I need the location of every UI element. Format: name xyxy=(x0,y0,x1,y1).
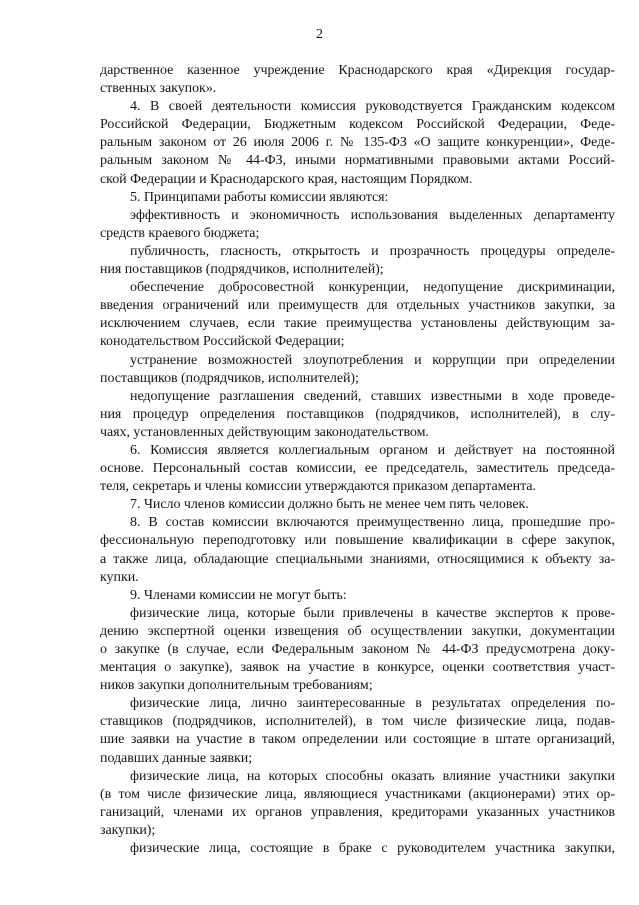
text-line: публичность, гласность, открытость и прозрачность процедуры определе- xyxy=(130,243,615,259)
text-line: ральным законом от 26 июля 2006 г. № 135-ФЗ «О защите конкуренции», Феде- xyxy=(100,135,615,151)
text-line: подавших данные заявки; xyxy=(100,750,253,766)
text-line: ния процедур определения поставщиков (подрядчиков, исполнителей), в слу- xyxy=(100,406,615,422)
text-line: дарственное казенное учреждение Краснодарского края «Дирекция государ- xyxy=(100,63,615,78)
text-line: физические лица, которые были привлечены в качестве экспертов к прове- xyxy=(130,605,615,621)
text-line: чаях, установленных действующим законодательством. xyxy=(100,424,429,440)
text-line: закупки); xyxy=(100,822,156,838)
text-line: теля, секретарь и члены комиссии утверждаются приказом департамента. xyxy=(100,479,536,495)
text-line: физические лица, лично заинтересованные в результатах определения по- xyxy=(130,696,615,712)
text-line: поставщиков (подрядчиков, исполнителей); xyxy=(100,370,359,386)
text-line: 8. В состав комиссии включаются преимущественно лица, прошедшие про- xyxy=(130,515,615,531)
text-line: ганизаций, членами их органов управления, кредиторами указанных участников xyxy=(100,804,615,820)
text-line: недопущение разглашения сведений, ставших известными в ходе проведе- xyxy=(130,388,615,404)
text-line: Российской Федерации, Бюджетным кодексом Российской Федерации, Феде- xyxy=(100,117,615,133)
text-line: ментация о закупке), заявок на участие в конкурсе, оценки соответствия участ- xyxy=(100,660,615,676)
text-line: ральным законом № 44-ФЗ, иными нормативными правовыми актами Россий- xyxy=(100,153,615,169)
text-line: основе. Персональный состав комиссии, ее председатель, заместитель председа- xyxy=(100,461,615,477)
text-line: о закупке (в случае, если Федеральным законом № 44-ФЗ предусмотрена доку- xyxy=(100,642,615,657)
text-line: ния поставщиков (подрядчиков, исполнителей); xyxy=(100,262,384,278)
text-line: исключением случаев, если такие преимущества установлены действующим за- xyxy=(100,316,615,332)
text-line: эффективность и экономичность использования выделенных департаменту xyxy=(130,207,615,223)
text-line: 6. Комиссия является коллегиальным органом и действует на постоянной xyxy=(130,442,615,458)
text-line: ственных закупок». xyxy=(100,81,217,97)
text-line: 7. Число членов комиссии должно быть не менее чем пять человек. xyxy=(130,497,529,513)
text-line: ставщиков (подрядчиков, исполнителей), в том числе физические лица, подав- xyxy=(100,714,615,730)
text-line: устранение возможностей злоупотребления и коррупции при определении xyxy=(130,352,615,368)
text-line: конодательством Российской Федерации; xyxy=(100,334,345,350)
text-line: дению экспертной оценки извещения об осуществлении закупки, документации xyxy=(100,623,615,639)
text-line: введения ограничений или преимуществ для отдельных участников закупки, за xyxy=(100,298,615,314)
text-line: купки. xyxy=(100,569,139,585)
text-line: 9. Членами комиссии не могут быть: xyxy=(130,587,347,603)
text-line: 5. Принципами работы комиссии являются: xyxy=(130,189,389,205)
text-line: 4. В своей деятельности комиссия руководствуется Гражданским кодексом xyxy=(130,99,615,115)
text-line: средств краевого бюджета; xyxy=(100,225,260,241)
text-line: ников закупки дополнительным требованиям; xyxy=(100,678,373,694)
text-line: фессиональную переподготовку или повышение квалификации в сфере закупок, xyxy=(100,533,615,549)
text-line: физические лица, состоящие в браке с руководителем участника закупки, xyxy=(130,841,615,857)
text-line: ской Федерации и Краснодарского края, настоящим Порядком. xyxy=(100,171,473,187)
text-line: физические лица, на которых способны оказать влияние участники закупки xyxy=(130,768,615,784)
text-line: обеспечение добросовестной конкуренции, недопущение дискриминации, xyxy=(130,280,615,296)
text-line: (в том числе физические лица, являющиеся участниками (акционерами) этих ор- xyxy=(100,786,615,802)
text-line: шие заявки на участие в таком определении или состоящие в штате организаций, xyxy=(100,732,615,748)
text-line: а также лица, обладающие специальными знаниями, относящимися к объекту за- xyxy=(100,551,615,567)
page-number: 2 xyxy=(316,27,323,42)
document-body xyxy=(100,62,615,858)
